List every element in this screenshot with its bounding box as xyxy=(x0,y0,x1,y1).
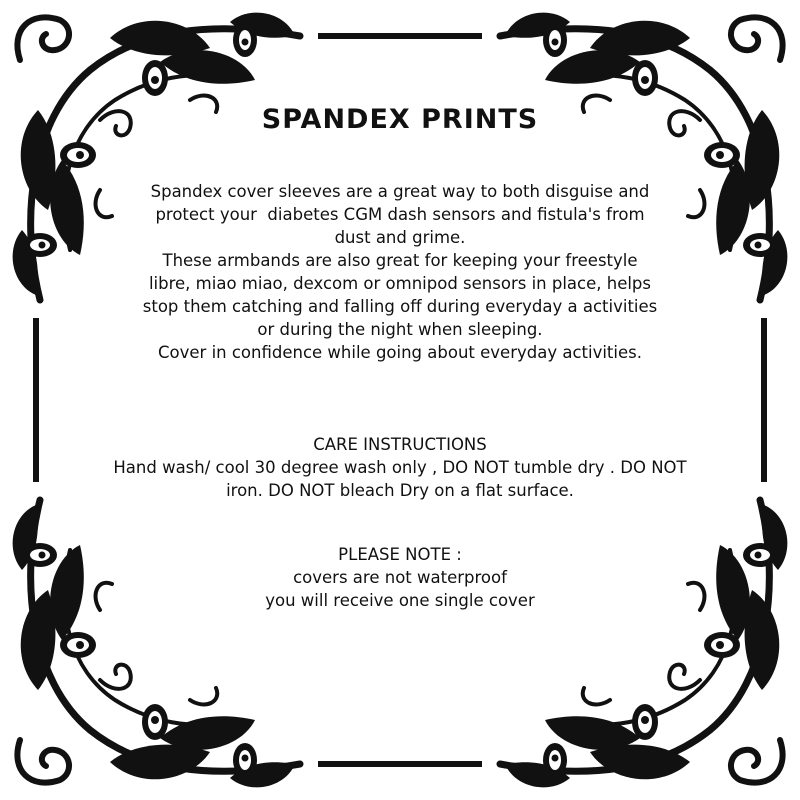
intro-line: libre, miao miao, dexcom or omnipod sensors in place, helps xyxy=(148,274,652,293)
intro-line: Cover in confidence while going about everyday activities. xyxy=(158,343,642,362)
please-note xyxy=(60,543,740,612)
intro-line: Spandex cover sleeves are a great way to both disguise and xyxy=(150,182,650,201)
intro-line: dust and grime. xyxy=(334,228,466,247)
care-heading: CARE INSTRUCTIONS xyxy=(313,435,487,454)
page-title: SPANDEX PRINTS xyxy=(261,104,539,135)
note-line: covers are not waterproof xyxy=(293,568,507,587)
intro-line: protect your diabetes CGM dash sensors and fistula's from xyxy=(155,205,645,224)
intro-line: stop them catching and falling off during everyday a activities xyxy=(142,297,658,316)
note-heading: PLEASE NOTE : xyxy=(338,545,462,564)
intro-line: These armbands are also great for keeping your freestyle xyxy=(162,251,638,270)
care-line: iron. DO NOT bleach Dry on a flat surface. xyxy=(226,481,574,500)
note-line: you will receive one single cover xyxy=(265,591,535,610)
care-line: Hand wash/ cool 30 degree wash only , DO NOT tumble dry . DO NOT xyxy=(113,458,687,477)
care-instructions xyxy=(60,433,740,502)
intro-paragraph xyxy=(60,180,740,364)
intro-line: or during the night when sleeping. xyxy=(257,320,543,339)
